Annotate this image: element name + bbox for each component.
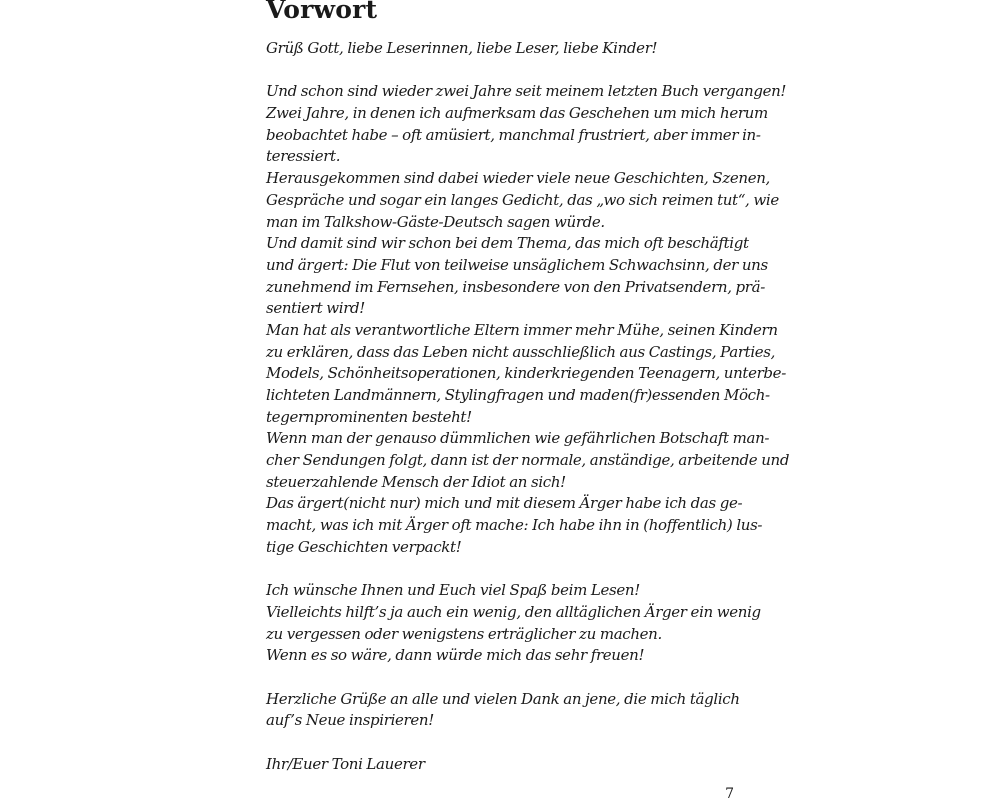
paragraph-spacer <box>266 60 732 82</box>
text-line: zu erklären, dass das Leben nicht ausschließlich aus Castings, Parties, <box>266 342 776 361</box>
text-line: Grüß Gott, liebe Leserinnen, liebe Leser, liebe Kinder! <box>266 39 658 57</box>
text-line: cher Sendungen folgt, dann ist der normale, anständige, arbeitende und <box>266 451 790 470</box>
text-line: zu vergessen oder wenigstens erträglicher zu machen. <box>266 624 662 643</box>
page-number: 7 <box>725 786 734 802</box>
text-line: und ärgert: Die Flut von teilweise unsäglichem Schwachsinn, der uns <box>266 255 768 274</box>
paragraph-spacer <box>266 667 732 689</box>
page-title: Vorwort <box>266 0 378 24</box>
text-line: Zwei Jahre, in denen ich aufmerksam das Geschehen um mich herum <box>266 104 768 123</box>
text-line: Und schon sind wieder zwei Jahre seit meinem letzten Buch vergangen! <box>266 82 787 101</box>
text-line: beobachtet habe – oft amüsiert, manchmal frustriert, aber immer in- <box>266 125 761 144</box>
text-line: auf’s Neue inspirieren! <box>266 711 434 730</box>
text-line: tige Geschichten verpackt! <box>266 537 462 556</box>
text-line: teressiert. <box>266 147 341 166</box>
text-line: Ihr/Euer Toni Lauerer <box>266 754 425 773</box>
text-line: tegernprominenten besteht! <box>266 407 472 426</box>
text-line: Gespräche und sogar ein langes Gedicht, das „wo sich reimen tut“, wie <box>266 190 779 209</box>
paragraph-spacer <box>266 732 732 754</box>
foreword-body <box>266 38 790 775</box>
text-line: zunehmend im Fernsehen, insbesondere von den Privatsendern, prä- <box>266 277 765 296</box>
text-line: Das ärgert(nicht nur) mich und mit diesem Ärger habe ich das ge- <box>266 494 743 513</box>
text-line: sentiert wird! <box>266 299 365 318</box>
text-line: Herzliche Grüße an alle und vielen Dank an jene, die mich täglich <box>266 689 740 708</box>
text-line: steuerzahlende Mensch der Idiot an sich! <box>266 472 566 491</box>
text-line: Man hat als verantwortliche Eltern immer mehr Mühe, seinen Kindern <box>266 320 778 339</box>
text-line: Wenn es so wäre, dann würde mich das sehr freuen! <box>266 646 645 665</box>
paragraph-spacer <box>266 559 732 581</box>
text-line: macht, was ich mit Ärger oft mache: Ich habe ihn in (hoffentlich) lus- <box>266 516 763 535</box>
text-line: Und damit sind wir schon bei dem Thema, das mich oft beschäftigt <box>266 234 749 253</box>
text-line: man im Talkshow-Gäste-Deutsch sagen würde. <box>266 212 605 231</box>
text-line: Ich wünsche Ihnen und Euch viel Spaß beim Lesen! <box>266 581 640 600</box>
text-line: lichteten Landmännern, Stylingfragen und maden(fr)essenden Möch- <box>266 386 770 404</box>
text-line: Models, Schönheitsoperationen, kinderkriegenden Teenagern, unterbe- <box>266 364 786 383</box>
text-line: Wenn man der genauso dümmlichen wie gefährlichen Botschaft man- <box>266 429 770 448</box>
text-line: Vielleichts hilft’s ja auch ein wenig, den alltäglichen Ärger ein wenig <box>266 602 761 621</box>
text-line: Herausgekommen sind dabei wieder viele neue Geschichten, Szenen, <box>266 169 770 188</box>
